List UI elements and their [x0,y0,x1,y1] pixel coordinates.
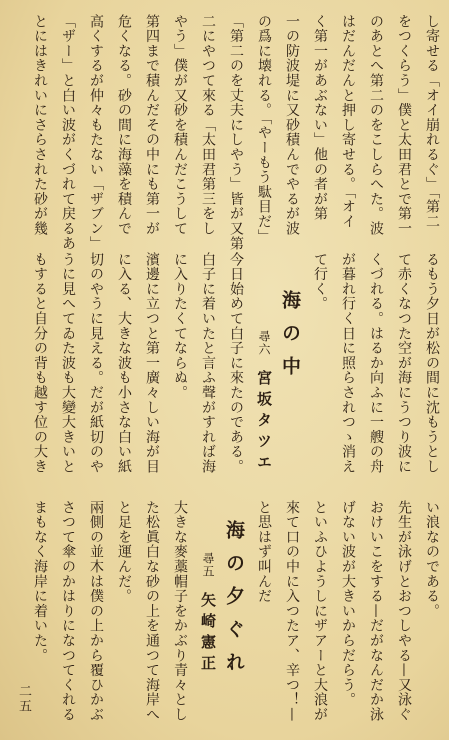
text-column: に入る、大きな波も小さな白い紙 [116,252,132,474]
text-column: 白子に着いたと言ふ聲がすれば海 [200,252,216,474]
text-column: 大きな麥藁帽子をかぶり青々とし [172,500,188,722]
author-name: 矢崎憲正 [199,591,217,676]
text-column: さつて傘のかはりになつてくれる [60,500,76,722]
text-column: と思はず叫んだ [256,500,272,604]
text-column: 一の防波堤に又砂積んでやるが波 [284,14,300,236]
text-column: く第一があぶない」他の者が第 [312,14,328,222]
text-column: と足を運んだ。 [116,500,132,604]
text-column: 濱邊に立つと第一廣々しい海が目 [144,252,160,474]
text-column: 第四まで積んだその中にも第一が [144,14,160,236]
poem-title: 海の夕ぐれ [223,520,245,685]
text-column: とにはきれいにさらされた砂が幾 [32,14,48,236]
text-column: をつくらう」僕と太田君とで第一 [396,14,412,236]
text-column: るもう夕日が松の間に沈もうとし [424,252,440,474]
text-column: 先生が泳げとおつしやる—又泳ぐ [396,500,412,722]
text-column: もすると自分の背も越す位の大き [32,252,48,474]
text-column: 危くなる。砂の間に海藻を積んで [116,14,132,236]
text-column: て赤くなつた空が海にうつり波に [396,252,412,474]
poem-title: 海の中 [279,290,301,389]
text-column: 「ザー」と白い波がくづれて戻るあ [60,14,76,251]
text-column: くづれる。はるか向ふに一艘の舟 [368,252,384,474]
text-column: に入りたくてならぬ。 [172,252,188,400]
text-column: 切のやうに見える。だが紙切のや [88,252,104,474]
text-column: 「第二のを丈夫にしやう」皆が又第 [228,14,244,251]
text-column: 今日始めて白子に來たのである。 [228,252,244,474]
author-grade: 尋六 [257,330,271,356]
text-column: うに見へてゐた波も大變大きいと [60,252,76,474]
text-column: た松眞白な砂の上を通つて海岸へ [144,500,160,722]
poem-byline [200,552,215,702]
text-column: 高くするが仲々もたない「ザブン」 [88,14,104,251]
text-column: て行く。 [312,252,328,312]
text-column: げない波が大きいからだらう。 [340,500,356,708]
text-column: 二にやつて來る「太田君第三をし [200,14,216,236]
poem-byline [256,330,271,474]
text-column: のあとへ第二のをこしらへた。波 [368,14,384,236]
text-column: やう」僕が又砂を積んだこうして [172,14,188,236]
page-number: 二五 [16,684,31,714]
text-column: といふひようしにザアーと大浪が [312,500,328,722]
text-column: が暮れ行く日に照らされつゝ消え [340,252,356,474]
text-column: おけいこをする—だがなんだか泳 [368,500,384,722]
text-column: はだんだんと押し寄せる。「オイ [340,14,356,229]
text-column: い浪なのである。 [424,500,440,619]
author-name: 宮坂タツエ [255,369,273,475]
text-column: 來て口の中に入つたア、辛つ！— [284,500,300,722]
author-grade: 尋五 [201,552,215,578]
text-column: の爲に壊れる。「やーもう駄目だ」 [256,14,272,244]
text-column: 兩側の並木は僕の上から覆ひかぶ [88,500,104,722]
text-column: し寄せる「オイ崩れるぐ」「第二 [424,14,440,229]
text-column: まもなく海岸に着いた。 [32,500,48,663]
